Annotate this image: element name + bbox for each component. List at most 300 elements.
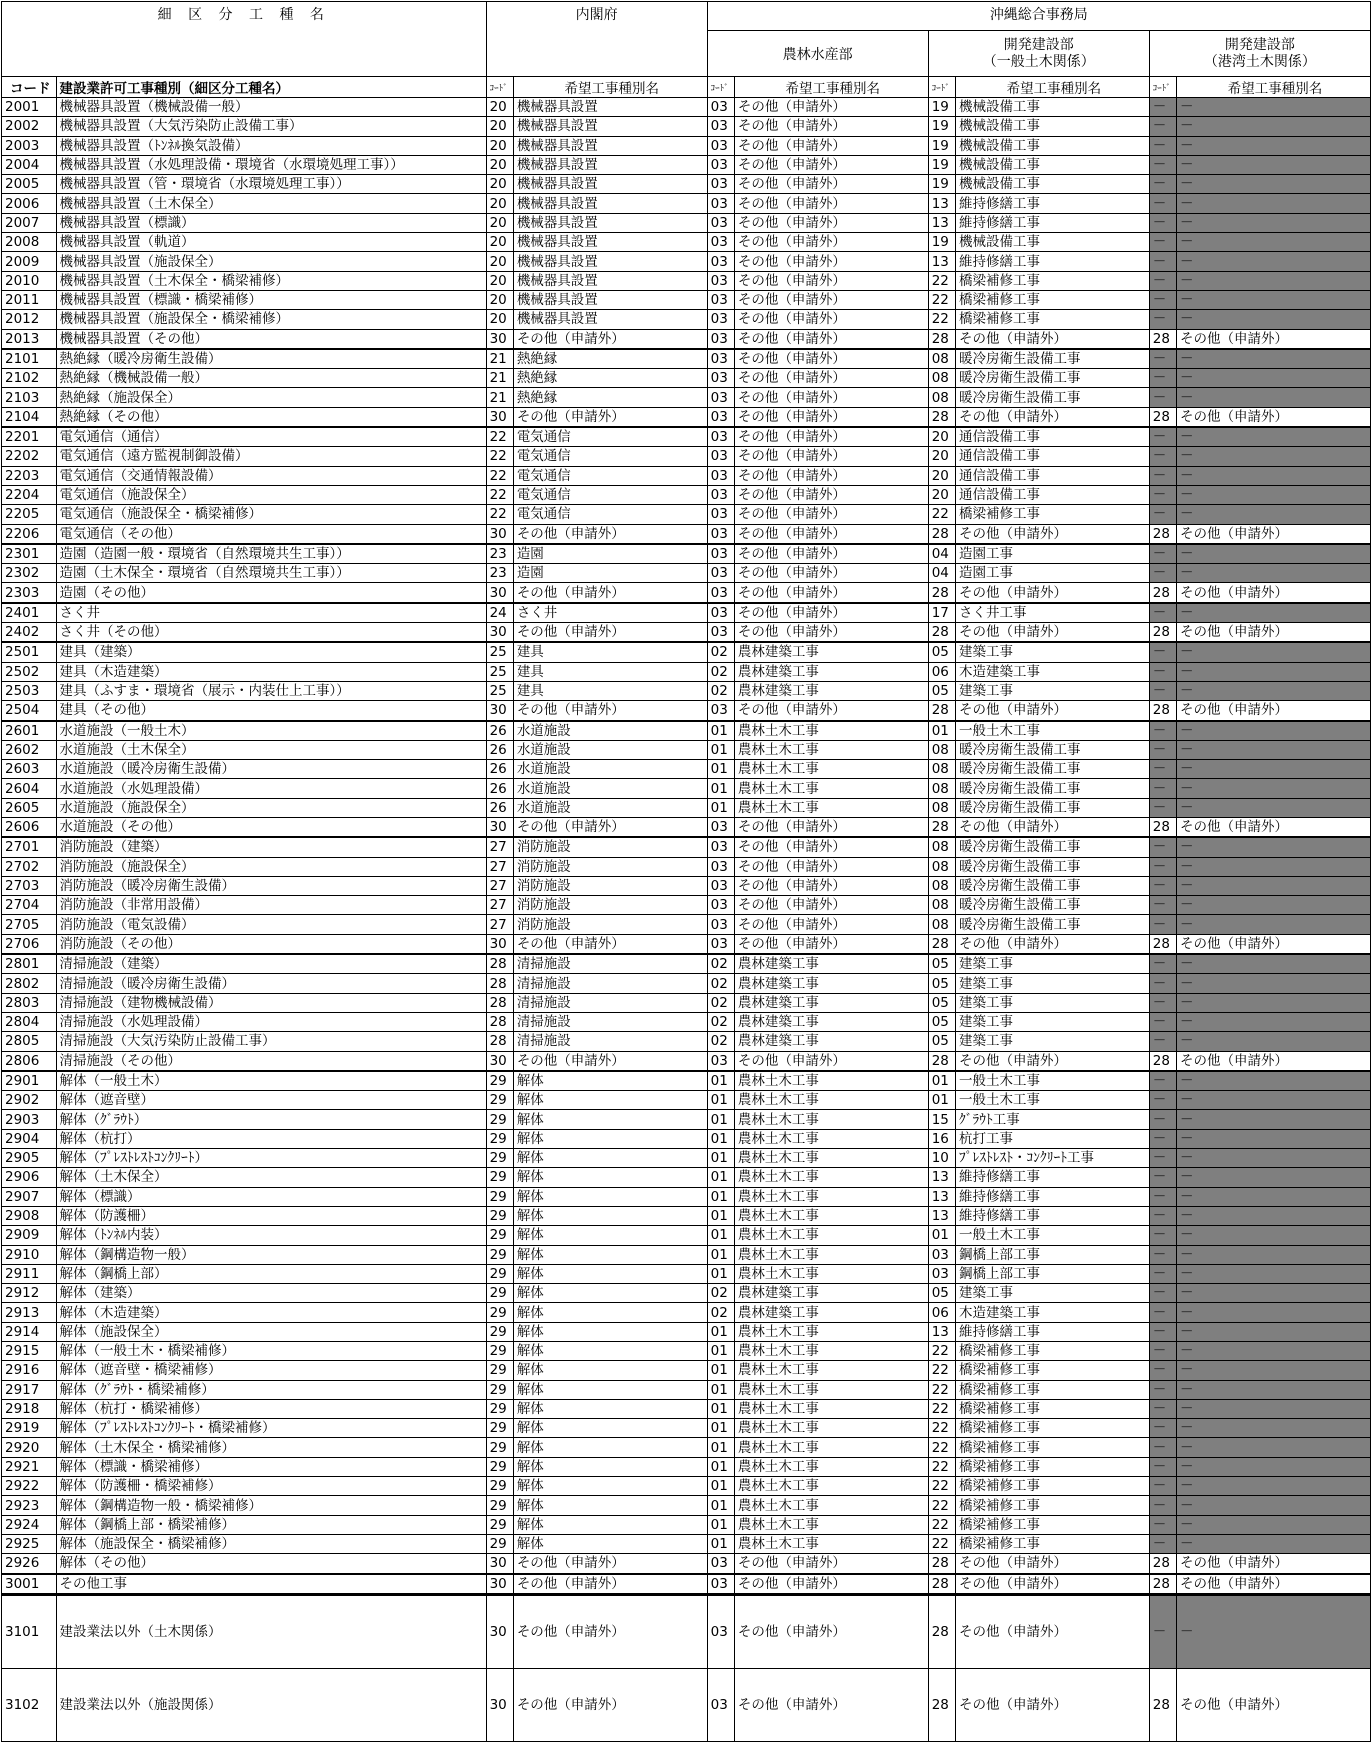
cabinet-code: 29 [486, 1457, 513, 1476]
row-license-type: 解体（ﾄﾝﾈﾙ内装） [56, 1226, 486, 1245]
dev-general-type: その他（申請外） [955, 583, 1149, 603]
row-code: 2101 [2, 349, 57, 369]
dev-port-code: － [1149, 974, 1176, 993]
dev-general-code: 08 [928, 798, 955, 817]
cabinet-code: 22 [486, 427, 513, 447]
dev-port-type: － [1177, 564, 1371, 583]
row-license-type: 消防施設（暖冷房衛生設備） [56, 876, 486, 895]
dev-general-type: その他（申請外） [955, 407, 1149, 427]
cabinet-type: 機械器具設置 [513, 194, 707, 213]
table-row [2, 1226, 1371, 1245]
table-row [2, 136, 1371, 155]
dev-port-type: － [1177, 1071, 1371, 1091]
agri-code: 03 [707, 915, 734, 934]
row-license-type: 機械器具設置（施設保全・橋梁補修） [56, 310, 486, 329]
dev-port-type: － [1177, 876, 1371, 895]
agri-code: 03 [707, 485, 734, 504]
agri-type: 農林土木工事 [734, 1264, 928, 1283]
agri-code: 03 [707, 857, 734, 876]
cabinet-type: 電気通信 [513, 447, 707, 466]
construction-type-table [1, 1, 1371, 1742]
row-license-type: 電気通信（その他） [56, 524, 486, 544]
agri-code: 02 [707, 1012, 734, 1031]
row-license-type: 解体（土木保全） [56, 1168, 486, 1187]
cabinet-code: 20 [486, 117, 513, 136]
agri-type: その他（申請外） [734, 252, 928, 271]
dev-port-code: － [1149, 681, 1176, 700]
agri-code: 03 [707, 1594, 734, 1668]
dev-port-type: － [1177, 681, 1371, 700]
dev-port-code: － [1149, 779, 1176, 798]
dev-port-code: － [1149, 1477, 1176, 1496]
agri-type: 農林土木工事 [734, 1342, 928, 1361]
row-code: 2925 [2, 1534, 57, 1553]
row-license-type: 水道施設（その他） [56, 817, 486, 837]
dev-port-code: － [1149, 1399, 1176, 1418]
dev-port-type: － [1177, 603, 1371, 623]
dev-general-type: 暖冷房衛生設備工事 [955, 798, 1149, 817]
dev-general-type: 維持修繕工事 [955, 194, 1149, 213]
dev-port-code: － [1149, 1187, 1176, 1206]
agri-type: 農林土木工事 [734, 1168, 928, 1187]
agri-code: 01 [707, 798, 734, 817]
table-row [2, 896, 1371, 915]
dev-general-type: 橋梁補修工事 [955, 271, 1149, 290]
agri-type: その他（申請外） [734, 876, 928, 895]
dev-general-type: 橋梁補修工事 [955, 505, 1149, 524]
row-code: 2010 [2, 271, 57, 290]
cabinet-type: 機械器具設置 [513, 175, 707, 194]
cabinet-type: 消防施設 [513, 857, 707, 876]
agri-type: 農林土木工事 [734, 779, 928, 798]
dev-general-type: 暖冷房衛生設備工事 [955, 740, 1149, 759]
agri-code: 01 [707, 740, 734, 759]
cabinet-type: 造園 [513, 564, 707, 583]
cabinet-office-header: 内閣府 [486, 2, 707, 77]
dev-general-type: ﾌﾟﾚｽﾄﾚｽﾄ・ｺﾝｸﾘｰﾄ工事 [955, 1149, 1149, 1168]
dev-general-code: 28 [928, 623, 955, 643]
cabinet-code: 21 [486, 349, 513, 369]
dev-general-code: 28 [928, 1668, 955, 1741]
dev-port-type: － [1177, 271, 1371, 290]
cabinet-code: 30 [486, 1051, 513, 1071]
agri-type: その他（申請外） [734, 1594, 928, 1668]
agri-type: その他（申請外） [734, 701, 928, 721]
agri-type: 農林土木工事 [734, 1110, 928, 1129]
dev-port-type: － [1177, 857, 1371, 876]
cabinet-code: 29 [486, 1071, 513, 1091]
dev-general-type: 暖冷房衛生設備工事 [955, 876, 1149, 895]
agri-type: その他（申請外） [734, 485, 928, 504]
agri-code: 03 [707, 117, 734, 136]
cabinet-type: 清掃施設 [513, 974, 707, 993]
table-row [2, 1574, 1371, 1595]
dev-general-type: 橋梁補修工事 [955, 290, 1149, 309]
agri-code: 03 [707, 136, 734, 155]
dev-port-code: － [1149, 117, 1176, 136]
agri-type: 農林土木工事 [734, 1380, 928, 1399]
table-row [2, 1668, 1371, 1741]
agri-code: 02 [707, 954, 734, 974]
dev-general-code: 06 [928, 1303, 955, 1322]
row-code: 2303 [2, 583, 57, 603]
agri-type: 農林土木工事 [734, 1149, 928, 1168]
dev-general-type: 暖冷房衛生設備工事 [955, 388, 1149, 407]
cabinet-type: 水道施設 [513, 779, 707, 798]
cabinet-code: 29 [486, 1245, 513, 1264]
agri-code: 03 [707, 564, 734, 583]
dev-port-code: － [1149, 760, 1176, 779]
cabinet-type: 電気通信 [513, 505, 707, 524]
row-license-type: 水道施設（土木保全） [56, 740, 486, 759]
agri-code: 02 [707, 1032, 734, 1051]
row-code: 2919 [2, 1419, 57, 1438]
dev-general-type: 建築工事 [955, 1032, 1149, 1051]
agri-type: その他（申請外） [734, 583, 928, 603]
dev-port-code: 28 [1149, 329, 1176, 349]
agri-type: 農林土木工事 [734, 798, 928, 817]
cabinet-code: 26 [486, 760, 513, 779]
dev-port-type: － [1177, 388, 1371, 407]
cabinet-type: 清掃施設 [513, 1032, 707, 1051]
row-code: 2002 [2, 117, 57, 136]
table-row [2, 1012, 1371, 1031]
cabinet-code: 27 [486, 837, 513, 857]
agri-code: 01 [707, 1496, 734, 1515]
dev-port-code: － [1149, 1534, 1176, 1553]
code-column-header: コード [2, 77, 57, 98]
agri-type: その他（申請外） [734, 817, 928, 837]
row-license-type: 解体（建築） [56, 1284, 486, 1303]
row-license-type: さく井（その他） [56, 623, 486, 643]
row-license-type: 機械器具設置（大気汚染防止設備工事） [56, 117, 486, 136]
row-code: 3101 [2, 1594, 57, 1668]
agri-code: 01 [707, 1399, 734, 1418]
cabinet-code: 29 [486, 1438, 513, 1457]
row-license-type: 消防施設（電気設備） [56, 915, 486, 934]
row-license-type: 建具（木造建築） [56, 662, 486, 681]
dev-general-type: さく井工事 [955, 603, 1149, 623]
table-row [2, 117, 1371, 136]
dev-general-type: その他（申請外） [955, 1051, 1149, 1071]
agri-code: 02 [707, 662, 734, 681]
dev-port-type: － [1177, 1226, 1371, 1245]
dev-port-type: － [1177, 1012, 1371, 1031]
row-code: 2704 [2, 896, 57, 915]
row-code: 2103 [2, 388, 57, 407]
cabinet-type: 機械器具設置 [513, 271, 707, 290]
cd-column-header: ｺｰﾄﾞ [486, 77, 513, 98]
agri-code: 03 [707, 934, 734, 954]
dev-general-type: 維持修繕工事 [955, 1322, 1149, 1341]
agri-code: 03 [707, 271, 734, 290]
dev-port-code: － [1149, 642, 1176, 662]
cabinet-code: 29 [486, 1322, 513, 1341]
row-code: 2402 [2, 623, 57, 643]
agri-type: 農林土木工事 [734, 1091, 928, 1110]
agri-code: 01 [707, 1110, 734, 1129]
cabinet-type: 消防施設 [513, 837, 707, 857]
cabinet-type: 機械器具設置 [513, 98, 707, 117]
row-code: 3102 [2, 1668, 57, 1741]
dev-general-code: 22 [928, 1361, 955, 1380]
cabinet-type: 機械器具設置 [513, 290, 707, 309]
row-code: 2920 [2, 1438, 57, 1457]
cabinet-type: 消防施設 [513, 915, 707, 934]
table-row [2, 194, 1371, 213]
cabinet-code: 21 [486, 369, 513, 388]
table-row [2, 233, 1371, 252]
cabinet-code: 20 [486, 252, 513, 271]
cabinet-code: 21 [486, 388, 513, 407]
dev-port-code: － [1149, 1496, 1176, 1515]
agri-type: 農林建築工事 [734, 974, 928, 993]
dev-general-type: その他（申請外） [955, 1668, 1149, 1741]
table-row [2, 857, 1371, 876]
row-license-type: 電気通信（施設保全・橋梁補修） [56, 505, 486, 524]
dev-general-code: 08 [928, 369, 955, 388]
agri-type: その他（申請外） [734, 466, 928, 485]
cabinet-code: 29 [486, 1477, 513, 1496]
dev-port-code: － [1149, 993, 1176, 1012]
cabinet-type: 電気通信 [513, 485, 707, 504]
table-row [2, 934, 1371, 954]
cd-column-header: ｺｰﾄﾞ [928, 77, 955, 98]
dev-general-code: 28 [928, 934, 955, 954]
row-license-type: 熱絶縁（機械設備一般） [56, 369, 486, 388]
dev-general-code: 20 [928, 447, 955, 466]
dev-port-code: － [1149, 505, 1176, 524]
cabinet-code: 28 [486, 974, 513, 993]
table-row [2, 388, 1371, 407]
dev-port-code: － [1149, 1322, 1176, 1341]
dev-port-type: － [1177, 1438, 1371, 1457]
table-row [2, 349, 1371, 369]
dev-general-type: 建築工事 [955, 974, 1149, 993]
table-row [2, 837, 1371, 857]
dev-general-code: 22 [928, 505, 955, 524]
agri-code: 03 [707, 876, 734, 895]
dev-port-type: － [1177, 233, 1371, 252]
agri-type: その他（申請外） [734, 544, 928, 564]
dev-port-code: － [1149, 1245, 1176, 1264]
dev-general-type: 機械設備工事 [955, 98, 1149, 117]
row-code: 2601 [2, 721, 57, 741]
agri-code: 01 [707, 1457, 734, 1476]
dev-port-type: － [1177, 740, 1371, 759]
cabinet-code: 29 [486, 1534, 513, 1553]
dev-port-type: － [1177, 447, 1371, 466]
subdivision-header: 細 区 分 工 種 名 [2, 2, 487, 77]
dev-port-code: － [1149, 349, 1176, 369]
dev-port-type: その他（申請外） [1177, 524, 1371, 544]
row-code: 2908 [2, 1206, 57, 1225]
cabinet-code: 20 [486, 194, 513, 213]
dev-general-type: 橋梁補修工事 [955, 1477, 1149, 1496]
row-code: 2924 [2, 1515, 57, 1534]
row-code: 2401 [2, 603, 57, 623]
cabinet-code: 29 [486, 1399, 513, 1418]
table-row [2, 271, 1371, 290]
table-row [2, 1284, 1371, 1303]
dev-port-type: － [1177, 1457, 1371, 1476]
dev-port-type: － [1177, 1380, 1371, 1399]
cabinet-type: その他（申請外） [513, 1594, 707, 1668]
dev-general-code: 28 [928, 1574, 955, 1595]
agri-code: 03 [707, 1051, 734, 1071]
row-license-type: 解体（鋼構造物一般） [56, 1245, 486, 1264]
dev-port-code: － [1149, 1264, 1176, 1283]
row-code: 2503 [2, 681, 57, 700]
cabinet-code: 29 [486, 1380, 513, 1399]
cabinet-code: 25 [486, 681, 513, 700]
dev-general-code: 13 [928, 252, 955, 271]
cabinet-type: 建具 [513, 662, 707, 681]
dev-general-type: 橋梁補修工事 [955, 310, 1149, 329]
cabinet-type: 消防施設 [513, 876, 707, 895]
dev-port-code: － [1149, 369, 1176, 388]
cabinet-code: 23 [486, 544, 513, 564]
dev-general-code: 20 [928, 466, 955, 485]
dev-general-type: 造園工事 [955, 564, 1149, 583]
dev-port-code: － [1149, 427, 1176, 447]
table-row [2, 1322, 1371, 1341]
dev-general-type: 建築工事 [955, 954, 1149, 974]
dev-port-code: － [1149, 837, 1176, 857]
table-row [2, 447, 1371, 466]
license-type-column-header: 建設業許可工事種別（細区分工種名） [56, 77, 486, 98]
dev-general-type: 暖冷房衛生設備工事 [955, 779, 1149, 798]
cabinet-type: 機械器具設置 [513, 117, 707, 136]
cabinet-type: 消防施設 [513, 896, 707, 915]
dev-general-code: 19 [928, 98, 955, 117]
dev-general-code: 08 [928, 779, 955, 798]
row-license-type: 解体（遮音壁） [56, 1091, 486, 1110]
dev-port-type: － [1177, 1496, 1371, 1515]
dev-general-type: 一般土木工事 [955, 1071, 1149, 1091]
row-license-type: 消防施設（非常用設備） [56, 896, 486, 915]
agri-code: 01 [707, 1380, 734, 1399]
row-license-type: 解体（杭打） [56, 1129, 486, 1148]
agri-type: その他（申請外） [734, 447, 928, 466]
agri-code: 02 [707, 681, 734, 700]
cabinet-type: その他（申請外） [513, 1574, 707, 1595]
row-license-type: 機械器具設置（土木保全） [56, 194, 486, 213]
cabinet-code: 20 [486, 213, 513, 232]
cabinet-code: 29 [486, 1110, 513, 1129]
dev-general-code: 20 [928, 427, 955, 447]
agri-code: 01 [707, 760, 734, 779]
cabinet-code: 30 [486, 934, 513, 954]
agri-type: その他（申請外） [734, 1668, 928, 1741]
agri-type: その他（申請外） [734, 1051, 928, 1071]
dev-port-code: － [1149, 1515, 1176, 1534]
agri-code: 03 [707, 701, 734, 721]
row-license-type: 解体（鋼橋上部・橋梁補修） [56, 1515, 486, 1534]
agri-type: 農林土木工事 [734, 1129, 928, 1148]
dev-general-type: 維持修繕工事 [955, 1168, 1149, 1187]
row-code: 2804 [2, 1012, 57, 1031]
dev-port-type: － [1177, 1032, 1371, 1051]
row-license-type: 解体（遮音壁・橋梁補修） [56, 1361, 486, 1380]
agri-code: 03 [707, 837, 734, 857]
dev-port-type: その他（申請外） [1177, 1668, 1371, 1741]
agri-code: 03 [707, 290, 734, 309]
dev-general-type: 一般土木工事 [955, 1091, 1149, 1110]
table-row [2, 407, 1371, 427]
dev-port-line1: 開発建設部 [1224, 36, 1295, 53]
dev-general-code: 13 [928, 1187, 955, 1206]
table-row [2, 1264, 1371, 1283]
agri-code: 03 [707, 447, 734, 466]
dev-port-type: － [1177, 1091, 1371, 1110]
row-code: 2922 [2, 1477, 57, 1496]
dev-port-code: － [1149, 1438, 1176, 1457]
dev-general-type: 木造建築工事 [955, 662, 1149, 681]
cabinet-code: 26 [486, 740, 513, 759]
dev-port-type: － [1177, 1187, 1371, 1206]
dev-general-type: 暖冷房衛生設備工事 [955, 915, 1149, 934]
dev-port-code: 28 [1149, 1554, 1176, 1574]
dev-port-type: － [1177, 369, 1371, 388]
dev-port-type: － [1177, 290, 1371, 309]
row-code: 2201 [2, 427, 57, 447]
dev-port-code: － [1149, 213, 1176, 232]
row-code: 2921 [2, 1457, 57, 1476]
cabinet-code: 20 [486, 136, 513, 155]
row-license-type: 解体（土木保全・橋梁補修） [56, 1438, 486, 1457]
dev-general-code: 05 [928, 954, 955, 974]
row-code: 2904 [2, 1129, 57, 1148]
agri-code: 01 [707, 1245, 734, 1264]
dev-general-code: 22 [928, 1477, 955, 1496]
row-code: 2605 [2, 798, 57, 817]
cabinet-code: 27 [486, 857, 513, 876]
dev-port-type: － [1177, 98, 1371, 117]
dev-port-type: その他（申請外） [1177, 817, 1371, 837]
dev-port-type: － [1177, 155, 1371, 174]
cabinet-type: 解体 [513, 1226, 707, 1245]
dev-general-type: 暖冷房衛生設備工事 [955, 837, 1149, 857]
row-code: 2013 [2, 329, 57, 349]
cabinet-type: 造園 [513, 544, 707, 564]
row-license-type: 電気通信（通信） [56, 427, 486, 447]
dev-port-code: － [1149, 175, 1176, 194]
row-code: 2911 [2, 1264, 57, 1283]
cabinet-code: 30 [486, 701, 513, 721]
dev-general-type: 通信設備工事 [955, 427, 1149, 447]
agri-code: 03 [707, 623, 734, 643]
row-code: 2206 [2, 524, 57, 544]
dev-port-code: 28 [1149, 1668, 1176, 1741]
dev-port-type: － [1177, 993, 1371, 1012]
agri-type: 農林建築工事 [734, 1303, 928, 1322]
dev-port-type: － [1177, 117, 1371, 136]
table-row [2, 466, 1371, 485]
cabinet-type: 解体 [513, 1129, 707, 1148]
agri-type: 農林土木工事 [734, 1322, 928, 1341]
table-row [2, 1534, 1371, 1553]
agri-type: その他（申請外） [734, 857, 928, 876]
row-license-type: 解体（ﾌﾟﾚｽﾄﾚｽﾄｺﾝｸﾘｰﾄ） [56, 1149, 486, 1168]
row-license-type: 電気通信（交通情報設備） [56, 466, 486, 485]
agri-code: 01 [707, 721, 734, 741]
cabinet-code: 20 [486, 310, 513, 329]
cabinet-type: 水道施設 [513, 798, 707, 817]
dev-port-code: － [1149, 252, 1176, 271]
cd-column-header: ｺｰﾄﾞ [707, 77, 734, 98]
cabinet-code: 29 [486, 1187, 513, 1206]
